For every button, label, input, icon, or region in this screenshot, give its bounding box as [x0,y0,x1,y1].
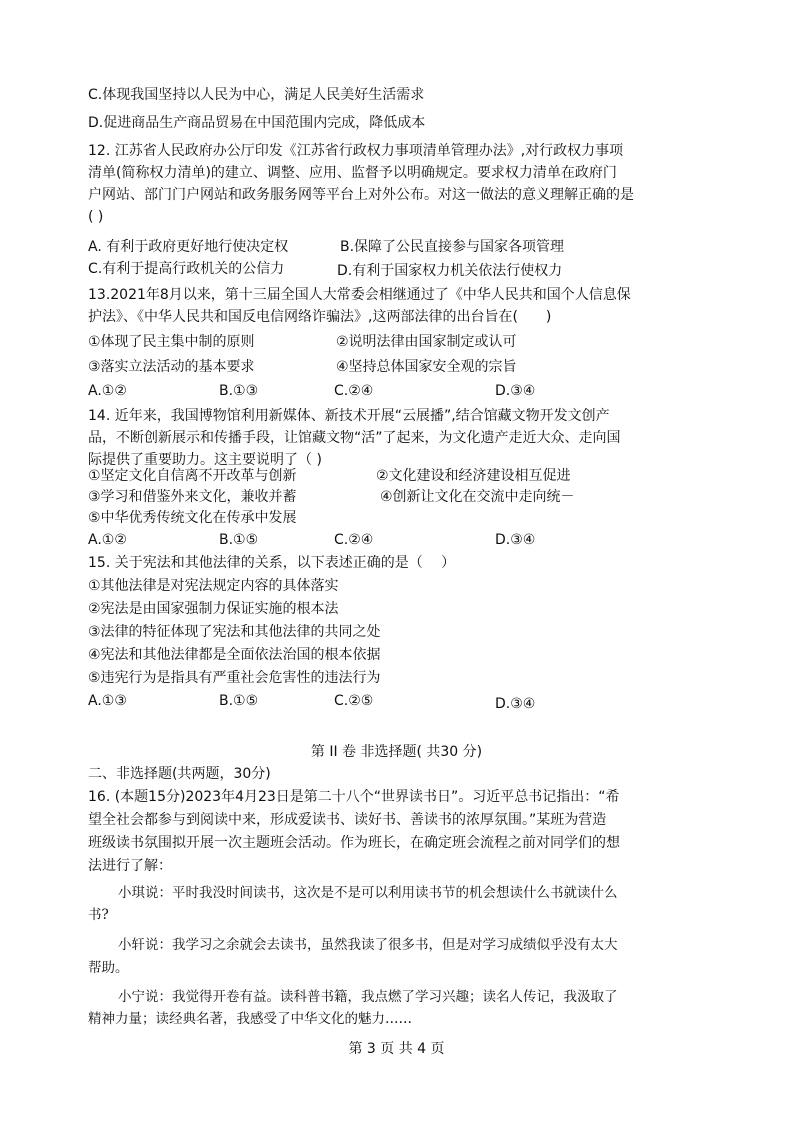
q13-item: ①体现了民主集中制的原则 [88,334,255,350]
q16-stem-line: 法进行了解： [88,858,172,874]
q13-choice-d: D.③④ [495,383,536,399]
q14-stem-line: 际提供了重要助力。这主要说明了（ ) [88,452,322,468]
q12-option-d: D.有利于国家权力机关依法行使权力 [337,263,563,279]
q15-choice-d: D.③④ [495,696,536,712]
q14-choice-b: B.①⑤ [219,532,259,548]
q12-stem-line: ( ) [88,209,104,225]
q13-stem-line: 护法》、《中华人民共和国反电信网络诈骗法》,这两部法律的出台旨在( ) [88,309,552,325]
q16-quote-line: 精神力量；读经典名著，我感受了中华文化的魅力…… [88,1011,412,1027]
q13-stem-line: 13.2021年8月以来，第十三届全国人大常委会相继通过了《中华人民共和国个人信息保 [88,287,631,303]
q15-choice-a: A.①③ [88,693,127,709]
q12-stem-line: 清单(简称权力清单)的建立、调整、应用、监督予以明确规定。要求权力清单在政府门 [88,165,617,181]
q14-choice-a: A.①② [88,532,127,548]
q16-quote-line: 小宁说：我觉得开卷有益。读科普书籍，我点燃了学习兴趣；读名人传记，我汲取了 [118,989,618,1005]
q14-item: ⑤中华优秀传统文化在传承中发展 [88,510,297,526]
q13-choice-a: A.①② [88,383,127,399]
q13-choice-b: B.①③ [219,383,259,399]
q12-option-a: A. 有利于政府更好地行使决定权 [88,239,289,255]
q16-stem-line: 班级读书氛围拟开展一次主题班会活动。作为班长，在确定班会流程之前对同学们的想 [88,835,620,851]
q15-choice-b: B.①⑤ [219,693,259,709]
q11-option-c: C.体现我国坚持以人民为中心，满足人民美好生活需求 [88,87,425,103]
q13-item: ②说明法律由国家制定或认可 [336,334,517,350]
q16-stem-line: 16. (本题15分)2023年4月23日是第二十八个“世界读书日”。习近平总书记指出：“希 [88,789,620,805]
page-number: 第 3 页 共 4 页 [348,1041,445,1057]
q15-item: ①其他法律是对宪法规定内容的具体落实 [88,578,339,594]
q15-item: ③法律的特征体现了宪法和其他法律的共同之处 [88,624,381,640]
q16-stem-line: 望全社会都参与到阅读中来，形成爱读书、读好书、善读书的浓厚氛围。”某班为营造 [88,812,607,828]
q12-option-b: B.保障了公民直接参与国家各项管理 [340,239,565,255]
q14-item: ③学习和借鉴外来文化，兼收并蓄 [88,489,297,505]
q12-stem-line: 户网站、部门门户网站和政务服务网等平台上对外公布。对这一做法的意义理解正确的是 [88,187,634,203]
q13-item: ③落实立法活动的基本要求 [88,359,255,375]
q12-stem-line: 12. 江苏省人民政府办公厅印发《江苏省行政权力事项清单管理办法》,对行政权力事项 [88,143,624,159]
q14-stem-line: 品，不断创新展示和传播手段，让馆藏文物“活”了起来，为文化遗产走近大众、走向国 [88,430,621,446]
q15-choice-c: C.②⑤ [334,693,374,709]
q14-item: ②文化建设和经济建设相互促进 [376,468,571,484]
volume-title: 第 II 卷 非选择题( 共30 分) [310,744,483,760]
q13-item: ④坚持总体国家安全观的宗旨 [336,359,517,375]
q14-item: ①坚定文化自信离不开改革与创新 [88,468,297,484]
q15-item: ⑤违宪行为是指具有严重社会危害性的违法行为 [88,670,381,686]
q12-option-c: C.有利于提高行政机关的公信力 [88,261,285,277]
q14-item: ④创新让文化在交流中走向统－ [380,489,575,505]
q15-stem: 15. 关于宪法和其他法律的关系，以下表述正确的是（ ） [88,555,456,571]
q14-choice-c: C.②④ [334,532,374,548]
q16-quote-line: 书? [88,907,109,923]
q16-quote-line: 小琪说：平时我没时间读书，这次是不是可以利用读书节的机会想读什么书就读什么 [118,885,618,901]
q13-choice-c: C.②④ [334,383,374,399]
q14-choice-d: D.③④ [495,532,536,548]
q15-item: ④宪法和其他法律都是全面依法治国的根本依据 [88,647,381,663]
q14-stem-line: 14. 近年来，我国博物馆利用新媒体、新技术开展“云展播”,结合馆藏文物开发文创产 [88,408,610,424]
q16-quote-line: 帮助。 [88,960,129,976]
q16-quote-line: 小轩说：我学习之余就会去读书，虽然我读了很多书，但是对学习成绩似乎没有太大 [118,937,618,953]
section-title: 二、非选择题(共两题，30分) [88,766,271,782]
q15-item: ②宪法是由国家强制力保证实施的根本法 [88,601,339,617]
q11-option-d: D.促进商品生产商品贸易在中国范围内完成，降低成本 [88,115,426,131]
